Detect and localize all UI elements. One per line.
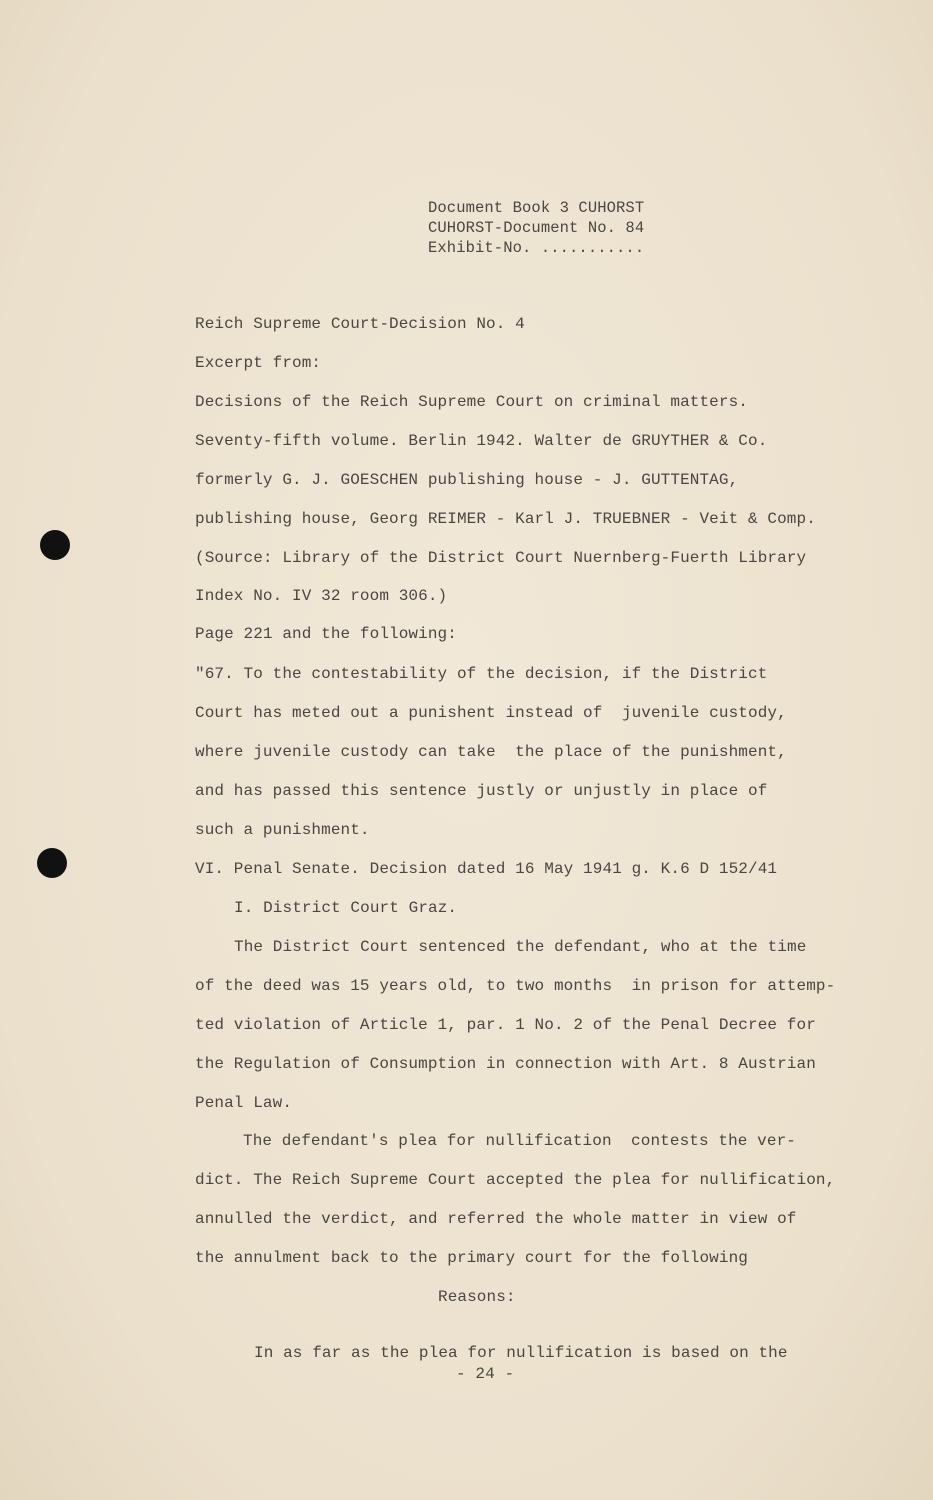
- text-line: and has passed this sentence justly or unjustly in place of: [195, 782, 768, 800]
- section-heading-reasons: Reasons:: [438, 1288, 516, 1306]
- text-line: ted violation of Article 1, par. 1 No. 2 of the Penal Decree for: [195, 1016, 816, 1034]
- header-document-number: CUHORST-Document No. 84: [428, 219, 645, 237]
- text-line: such a punishment.: [195, 821, 370, 839]
- text-line: (Source: Library of the District Court Nuernberg-Fuerth Library: [195, 549, 807, 567]
- page-number: - 24 -: [456, 1365, 515, 1383]
- text-line: where juvenile custody can take the place of the punishment,: [195, 743, 787, 761]
- text-line: Index No. IV 32 room 306.): [195, 587, 448, 605]
- text-line: Penal Law.: [195, 1094, 293, 1112]
- text-line: VI. Penal Senate. Decision dated 16 May 1941 g. K.6 D 152/41: [195, 860, 778, 878]
- text-line: formerly G. J. GOESCHEN publishing house - J. GUTTENTAG,: [195, 471, 739, 489]
- text-line: annulled the verdict, and referred the whole matter in view of: [195, 1210, 797, 1228]
- punch-hole: [37, 848, 67, 878]
- text-line: Court has meted out a punishent instead of juvenile custody,: [195, 704, 787, 722]
- header-exhibit-number: Exhibit-No. ...........: [428, 239, 645, 257]
- text-line: dict. The Reich Supreme Court accepted the plea for nullification,: [195, 1171, 836, 1189]
- text-line: Decisions of the Reich Supreme Court on criminal matters.: [195, 393, 748, 411]
- text-line: Page 221 and the following:: [195, 625, 457, 643]
- text-line: I. District Court Graz.: [234, 899, 458, 917]
- text-line: "67. To the contestability of the decision, if the District: [195, 665, 768, 683]
- text-line: the annulment back to the primary court for the following: [195, 1249, 748, 1267]
- text-line: publishing house, Georg REIMER - Karl J. TRUEBNER - Veit & Comp.: [195, 510, 816, 528]
- document-title: Reich Supreme Court-Decision No. 4: [195, 315, 525, 333]
- text-line: of the deed was 15 years old, to two months in prison for attemp-: [195, 977, 836, 995]
- text-line: Excerpt from:: [195, 354, 322, 372]
- punch-hole: [40, 530, 70, 560]
- text-line: The District Court sentenced the defendant, who at the time: [234, 938, 807, 956]
- text-line: Seventy-fifth volume. Berlin 1942. Walter de GRUYTHER & Co.: [195, 432, 768, 450]
- header-document-book: Document Book 3 CUHORST: [428, 199, 645, 217]
- text-line: the Regulation of Consumption in connection with Art. 8 Austrian: [195, 1055, 816, 1073]
- text-line: The defendant's plea for nullification contests the ver-: [243, 1132, 796, 1150]
- text-line: In as far as the plea for nullification is based on the: [254, 1344, 788, 1362]
